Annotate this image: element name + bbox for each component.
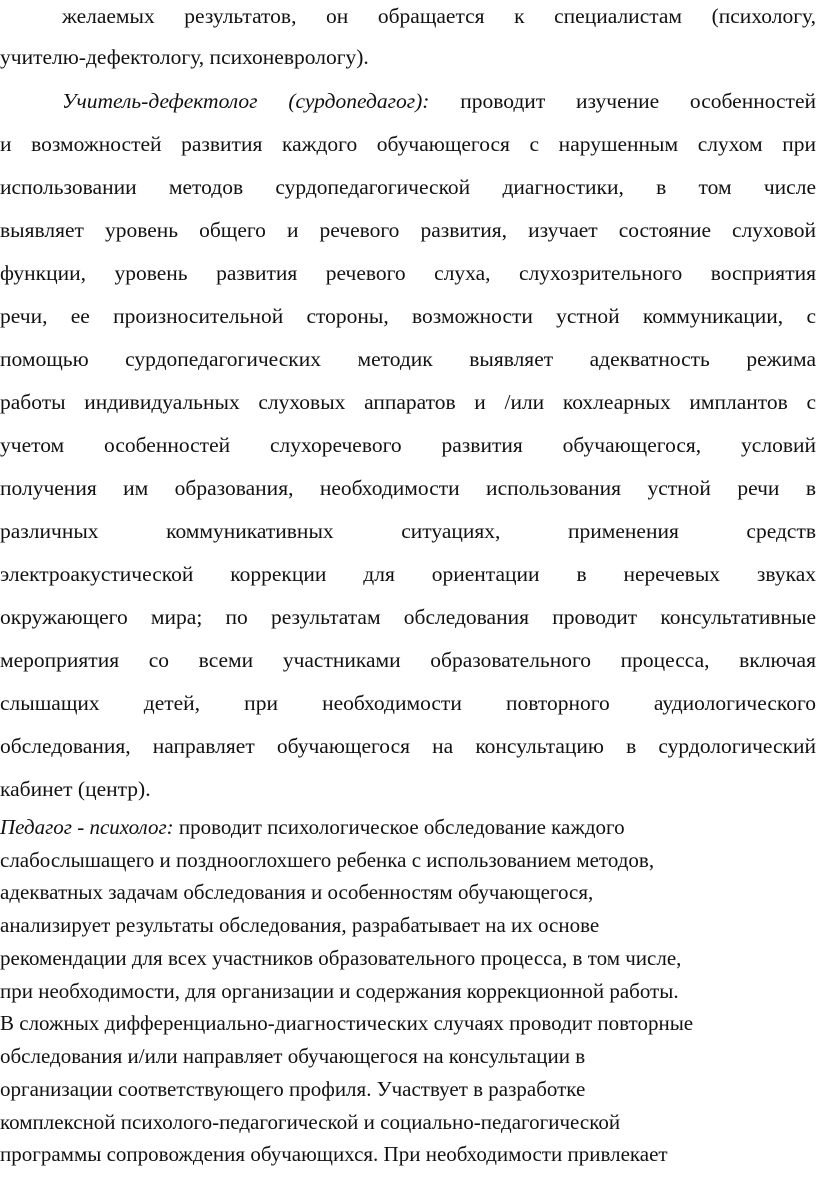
text-line: учителю-дефектологу, психоневрологу).	[0, 45, 369, 69]
text-line: электроакустической коррекции для ориентации в неречевых звуках	[0, 562, 816, 586]
text-line: организации соответствующего профиля. Участвует в разработке	[0, 1077, 586, 1101]
text-line: при необходимости, для организации и содержания коррекционной работы.	[0, 979, 679, 1003]
text-line: мероприятия со всеми участниками образовательного процесса, включая	[0, 648, 816, 672]
text-line: анализирует результаты обследования, разрабатывает на их основе	[0, 913, 600, 937]
text-line: учетом особенностей слухоречевого развития обучающегося, условий	[0, 433, 816, 457]
text-line-rest: проводит психологическое обследование каждого	[173, 815, 625, 839]
text-line-rest: проводит изучение особенностей	[429, 89, 816, 113]
text-line	[0, 813, 816, 841]
text-line: В сложных дифференциально-диагностических случаях проводит повторные	[0, 1011, 694, 1035]
text-line: использовании методов сурдопедагогической диагностики, в том числе	[0, 175, 816, 199]
text-line: рекомендации для всех участников образовательного процесса, в том числе,	[0, 946, 682, 970]
text-line: обследования и/или направляет обучающегося на консультации в	[0, 1044, 586, 1068]
text-line: слышащих детей, при необходимости повторного аудиологического	[0, 691, 816, 715]
text-line: слабослышащего и позднооглохшего ребенка с использованием методов,	[0, 848, 655, 872]
text-line: желаемых результатов, он обращается к специалистам (психологу,	[62, 4, 816, 28]
role-label: Учитель-дефектолог (сурдопедагог):	[62, 89, 430, 113]
text-line: работы индивидуальных слуховых аппаратов и /или кохлеарных имплантов с	[0, 390, 816, 414]
text-line: окружающего мира; по результатам обследования проводит консультативные	[0, 605, 816, 629]
text-line: получения им образования, необходимости использования устной речи в	[0, 476, 816, 500]
text-line: обследования, направляет обучающегося на консультацию в сурдологический	[0, 734, 816, 758]
text-line: комплексной психолого-педагогической и социально-педагогической	[0, 1110, 621, 1134]
text-line: кабинет (центр).	[0, 777, 151, 801]
text-line	[0, 86, 816, 116]
text-line: программы сопровождения обучающихся. При необходимости привлекает	[0, 1142, 668, 1166]
text-line: адекватных задачам обследования и особенностям обучающегося,	[0, 880, 594, 904]
role-label: Педагог - психолог:	[0, 815, 174, 839]
text-line: и возможностей развития каждого обучающегося с нарушенным слухом при	[0, 132, 816, 156]
text-line: выявляет уровень общего и речевого развития, изучает состояние слуховой	[0, 218, 816, 242]
text-line: речи, ее произносительной стороны, возможности устной коммуникации, с	[0, 304, 816, 328]
text-line: функции, уровень развития речевого слуха, слухозрительного восприятия	[0, 261, 816, 285]
text-line: различных коммуникативных ситуациях, применения средств	[0, 519, 816, 543]
text-line: помощью сурдопедагогических методик выявляет адекватность режима	[0, 347, 816, 371]
